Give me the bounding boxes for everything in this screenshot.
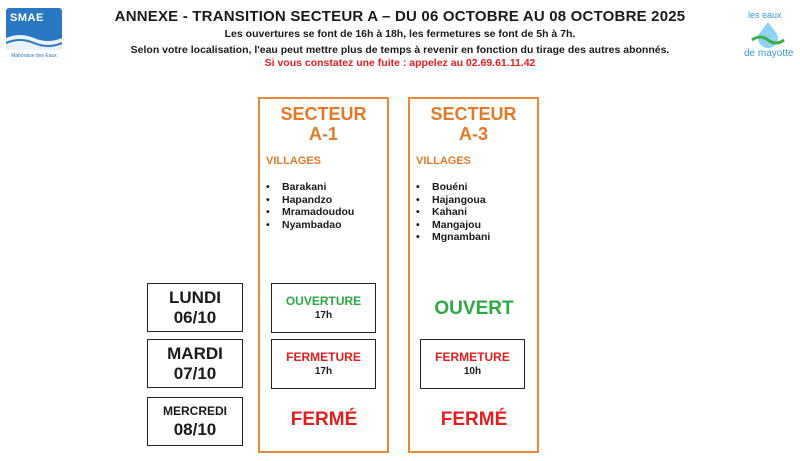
sector-a3-mercredi-status: FERMÉ <box>440 409 508 430</box>
sector-a3-title: SECTEUR A-3 <box>430 104 517 144</box>
day-date: 08/10 <box>173 420 217 439</box>
sector-a1-column <box>258 97 389 453</box>
list-item: • Mangajou <box>414 219 490 232</box>
list-item: • Hapandzo <box>264 194 354 207</box>
sector-a1-lundi-status <box>271 283 376 333</box>
day-box-mardi <box>147 339 243 388</box>
eaux-de-mayotte-logo <box>742 10 794 62</box>
villages-label: VILLAGES <box>266 155 322 167</box>
list-item: • Bouéni <box>414 181 490 194</box>
status-time: 10h <box>463 366 482 377</box>
day-box-mercredi <box>147 397 243 446</box>
list-item: • Mramadoudou <box>264 206 354 219</box>
status-time: 17h <box>314 310 333 321</box>
sector-a1-title: SECTEUR A-1 <box>280 104 367 144</box>
eaux-logo-line1: les eaux <box>748 10 782 20</box>
day-date: 06/10 <box>173 308 217 327</box>
sector-a3-lundi-status: OUVERT <box>434 298 514 319</box>
day-name: MARDI <box>167 344 223 363</box>
status-time: 17h <box>314 366 333 377</box>
water-drop-icon <box>750 20 786 48</box>
list-item: • Kahani <box>414 206 490 219</box>
status-label: FERMETURE <box>286 350 361 364</box>
sector-a3-column <box>408 97 539 453</box>
villages-label: VILLAGES <box>416 155 472 167</box>
schedule-info-line: Les ouvertures se font de 16h à 18h, les fermetures se font de 5h à 7h. <box>224 28 576 40</box>
day-date: 07/10 <box>173 364 217 383</box>
day-box-lundi <box>147 283 243 332</box>
list-item: • Mgnambani <box>414 231 490 244</box>
status-label: OUVERTURE <box>285 294 362 308</box>
wave-icon <box>6 30 62 50</box>
list-item: • Barakani <box>264 181 354 194</box>
page-title: ANNEXE - TRANSITION SECTEUR A – DU 06 OCTOBRE AU 08 OCTOBRE 2025 <box>114 8 686 25</box>
sector-a1-mardi-status <box>271 339 376 389</box>
village-list <box>264 181 354 231</box>
status-label: FERMETURE <box>435 350 510 364</box>
day-name: MERCREDI <box>162 404 227 418</box>
list-item: • Nyambadao <box>264 219 354 232</box>
localisation-info-line: Selon votre localisation, l'eau peut mettre plus de temps à revenir en fonction du tirage des autres abonnés. <box>130 44 670 56</box>
smae-logo <box>6 8 62 62</box>
document-header <box>90 8 710 70</box>
sector-a3-mardi-status <box>420 339 525 389</box>
smae-logo-text: SMAE <box>10 12 44 24</box>
smae-logo-caption: Mahoraise des Eaux <box>11 53 57 59</box>
leak-alert: Si vous constatez une fuite : appelez au 02.69.61.11.42 <box>264 57 536 69</box>
eaux-logo-line2: de mayotte <box>744 48 794 59</box>
day-name: LUNDI <box>169 288 221 307</box>
village-list <box>414 181 490 244</box>
list-item: • Hajangoua <box>414 194 490 207</box>
sector-a1-mercredi-status: FERMÉ <box>290 409 358 430</box>
